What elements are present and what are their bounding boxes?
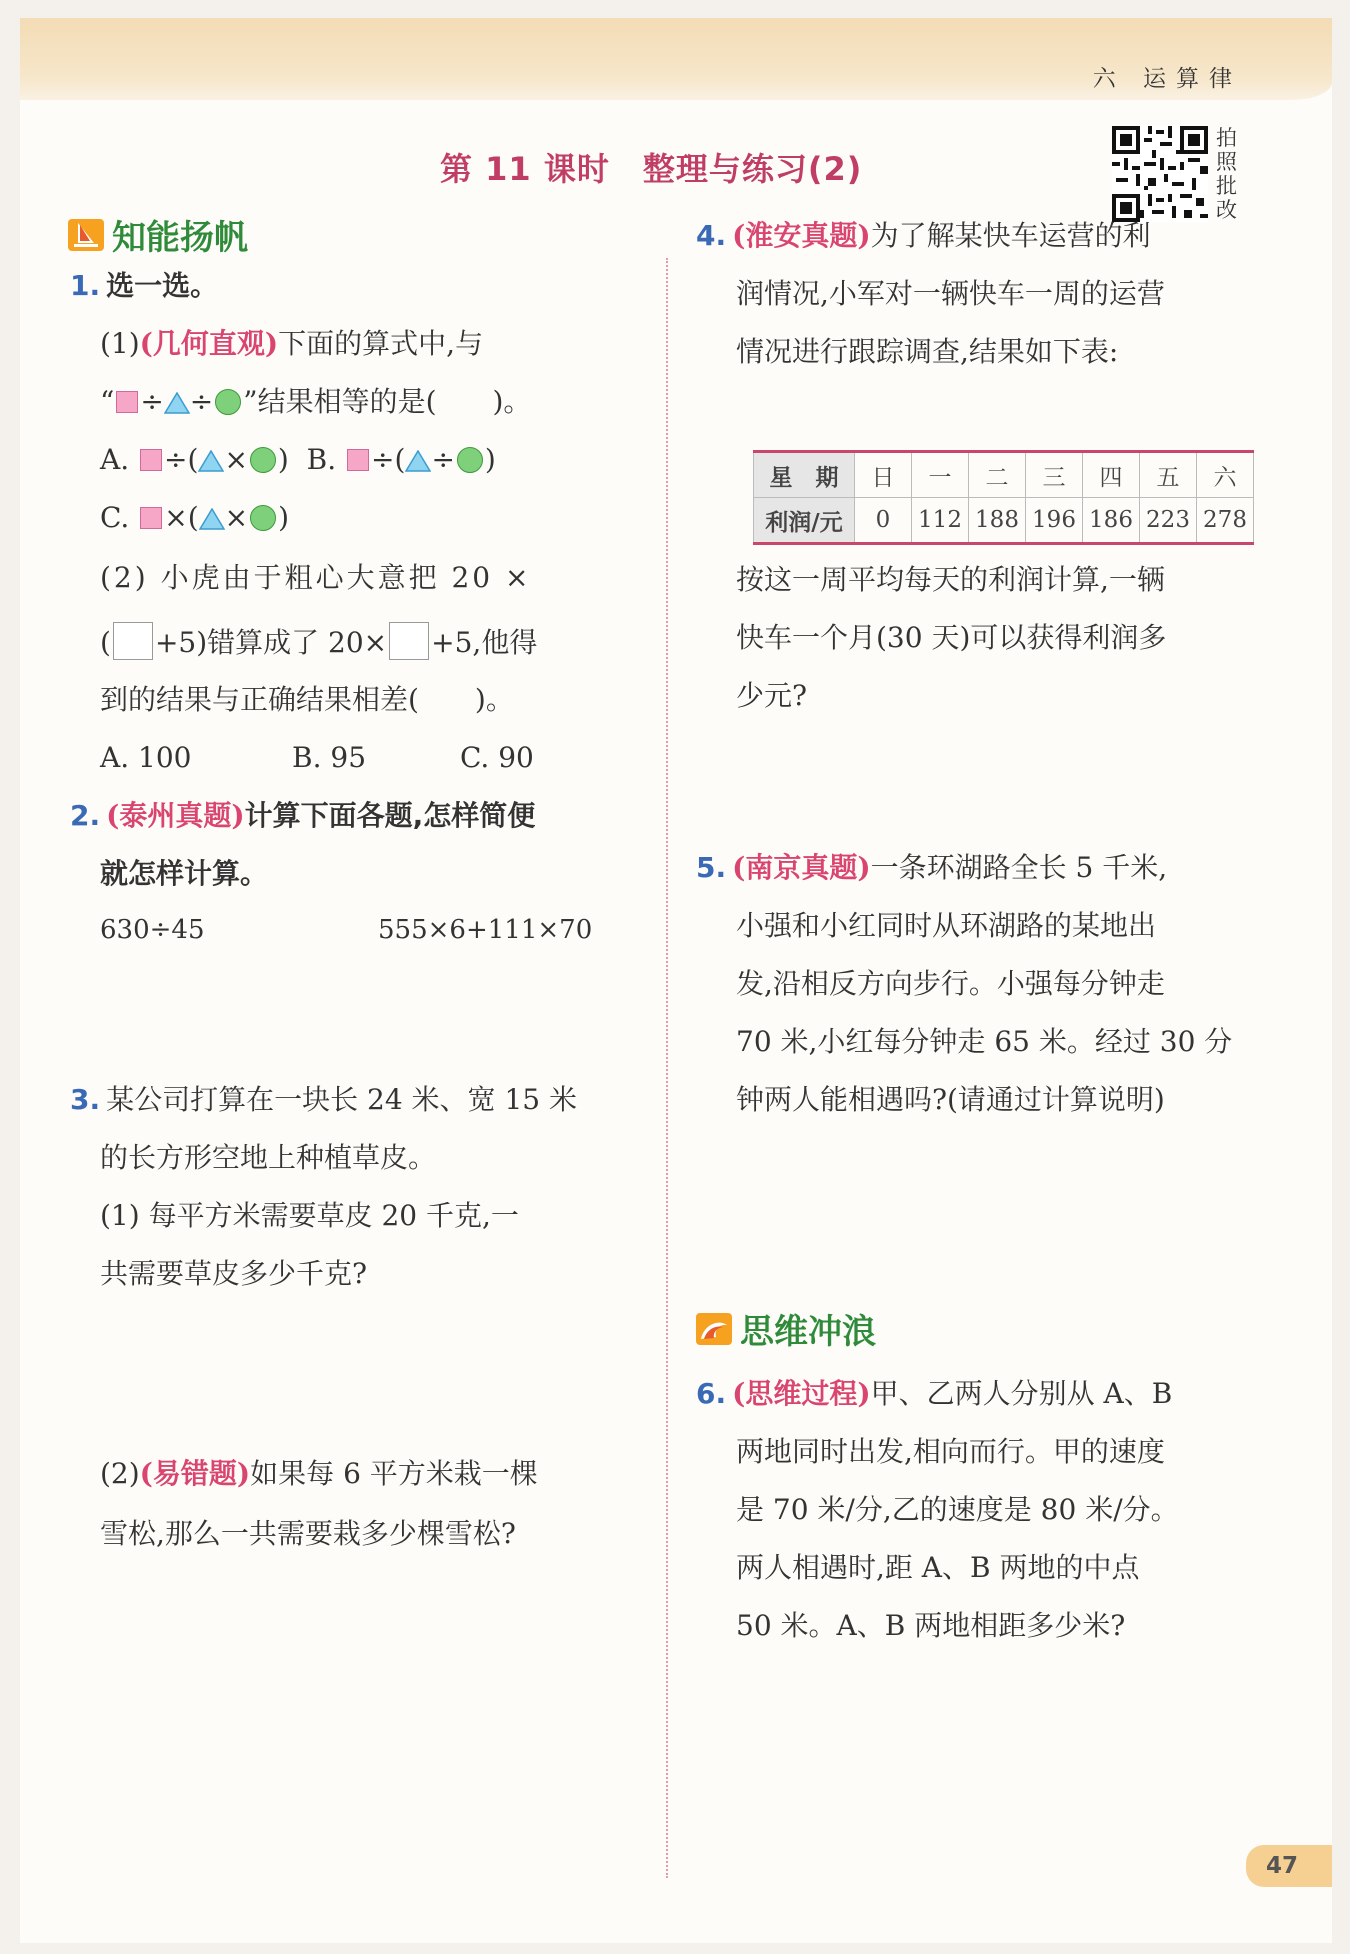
table-cell: 188 <box>969 498 1026 544</box>
option-c-label: C. <box>100 501 130 534</box>
q3-part2-tag: (易错题) <box>139 1457 251 1490</box>
lesson-title: 第 11 课时 整理与练习(2) <box>440 150 863 188</box>
q1-option-c[interactable] <box>100 500 289 536</box>
q1-part1-label: (1) <box>100 327 140 360</box>
paren: ( <box>187 443 199 476</box>
q2-expr1: 630÷45 <box>100 915 205 945</box>
table-cell: 五 <box>1140 452 1197 498</box>
square-shape <box>140 449 162 471</box>
q2-tag: (泰州真题) <box>106 799 245 832</box>
qr-code-icon[interactable] <box>1112 126 1208 222</box>
op-multiply: × <box>224 443 248 476</box>
circle-shape <box>215 389 241 415</box>
circle-shape <box>250 505 276 531</box>
q4-number: 4. <box>696 219 727 252</box>
answer-box[interactable] <box>389 622 429 660</box>
q5-line5: 钟两人能相遇吗?(请通过计算说明) <box>736 1083 1165 1116</box>
q6-tag: (思维过程) <box>732 1377 871 1410</box>
triangle-shape <box>164 392 190 414</box>
paren: ( <box>394 443 406 476</box>
column-divider <box>666 258 668 1878</box>
paren: ) <box>484 443 496 476</box>
q4-text: 为了解某快车运营的利 <box>870 219 1151 252</box>
page-number: 47 <box>1246 1845 1332 1887</box>
table-row-profit <box>754 498 1254 544</box>
q1-options-ab[interactable] <box>100 442 496 478</box>
q5-line3: 发,沿相反方向步行。小强每分钟走 <box>736 967 1165 1000</box>
triangle-shape <box>405 450 431 472</box>
op-divide: ÷ <box>189 385 214 418</box>
q1-part1-line2 <box>100 384 531 420</box>
q1-part1-question: ”结果相等的是( )。 <box>243 385 532 418</box>
q1-title <box>70 268 218 304</box>
q2-number: 2. <box>70 799 101 832</box>
q5-tag: (南京真题) <box>732 851 871 884</box>
section-title: 知能扬帆 <box>112 218 248 258</box>
q1-title-text: 选一选。 <box>106 269 219 302</box>
q4-line2: 润情况,小军对一辆快车一周的运营 <box>736 277 1165 310</box>
table-cell: 196 <box>1026 498 1083 544</box>
option-a-label: A. <box>100 443 130 476</box>
q3-part2-line1 <box>100 1456 538 1492</box>
q6-line1 <box>696 1376 1172 1412</box>
square-shape <box>116 391 138 413</box>
q4-tag: (淮安真题) <box>732 219 871 252</box>
q6-line5: 50 米。A、B 两地相距多少米? <box>736 1609 1126 1642</box>
q6-line4: 两人相遇时,距 A、B 两地的中点 <box>736 1551 1140 1584</box>
paren: ( <box>187 501 199 534</box>
q3-part1-line2: 共需要草皮多少千克? <box>100 1257 368 1290</box>
q5-text: 一条环湖路全长 5 千米, <box>870 851 1168 884</box>
section-header-zhineng <box>68 210 248 259</box>
table-header-profit: 利润/元 <box>754 498 855 544</box>
wave-icon <box>696 1311 734 1347</box>
q1-part1-text: 下面的算式中,与 <box>278 327 484 360</box>
table-cell: 0 <box>855 498 912 544</box>
table-cell: 一 <box>912 452 969 498</box>
q6-text: 甲、乙两人分别从 A、B <box>870 1377 1173 1410</box>
q3-part2-text: 如果每 6 平方米栽一棵 <box>250 1457 538 1490</box>
q2-text: 计算下面各题,怎样简便 <box>244 799 536 832</box>
answer-box[interactable] <box>113 622 153 660</box>
square-shape <box>140 507 162 529</box>
q3-part1-line1: (1) 每平方米需要草皮 20 千克,一 <box>100 1199 519 1232</box>
table-cell: 112 <box>912 498 969 544</box>
q3-number: 3. <box>70 1083 101 1116</box>
op-multiply: × <box>224 501 249 534</box>
table-cell: 四 <box>1083 452 1140 498</box>
triangle-shape <box>198 450 224 472</box>
table-cell: 186 <box>1083 498 1140 544</box>
q6-line2: 两地同时出发,相向而行。甲的速度 <box>736 1435 1165 1468</box>
q3-part2-label: (2) <box>100 1457 140 1490</box>
op-multiply: × <box>164 501 188 534</box>
table-cell: 278 <box>1197 498 1254 544</box>
q4-after3: 少元? <box>736 679 808 712</box>
q3-text: 某公司打算在一块长 24 米、宽 15 米 <box>106 1083 577 1116</box>
square-shape <box>347 449 369 471</box>
op-divide: ÷ <box>164 443 188 476</box>
paren: ) <box>277 443 289 476</box>
q6-number: 6. <box>696 1377 727 1410</box>
section-title: 思维冲浪 <box>740 1312 876 1352</box>
op-divide: ÷ <box>431 443 455 476</box>
q4-after1: 按这一周平均每天的利润计算,一辆 <box>736 563 1165 596</box>
q1-part2-line2 <box>100 622 537 661</box>
paren: ( <box>100 626 111 659</box>
table-cell: 二 <box>969 452 1026 498</box>
sail-icon <box>68 217 106 253</box>
table-cell: 日 <box>855 452 912 498</box>
paren: ) <box>278 501 290 534</box>
q6-line3: 是 70 米/分,乙的速度是 80 米/分。 <box>736 1493 1179 1526</box>
q4-line1 <box>696 218 1151 254</box>
q1-part1-tag: (几何直观) <box>139 327 279 360</box>
q2-line2: 就怎样计算。 <box>100 857 269 890</box>
section-header-siwei <box>696 1304 876 1353</box>
q2-expr2: 555×6+111×70 <box>378 915 593 945</box>
table-row-days <box>754 452 1254 498</box>
chapter-label: 六 运算律 <box>1092 66 1242 92</box>
q4-after2: 快车一个月(30 天)可以获得利润多 <box>736 621 1167 654</box>
q3-line2: 的长方形空地上种植草皮。 <box>100 1141 437 1174</box>
option-b-label: B. <box>306 443 337 476</box>
circle-shape <box>457 447 483 473</box>
table-cell: 六 <box>1197 452 1254 498</box>
q4-line3: 情况进行跟踪调查,结果如下表: <box>736 335 1119 368</box>
q1-part2-text: +5,他得 <box>431 626 538 659</box>
triangle-shape <box>199 508 225 530</box>
q5-line4: 70 米,小红每分钟走 65 米。经过 30 分 <box>736 1025 1233 1058</box>
op-divide: ÷ <box>140 385 164 418</box>
table-header-day: 星 期 <box>754 452 855 498</box>
q2-line1 <box>70 798 535 834</box>
qr-label: 拍照批改 <box>1216 126 1237 222</box>
q1-part2-option-b[interactable]: B. 95 <box>292 741 367 774</box>
q1-part2-line3: 到的结果与正确结果相差( )。 <box>100 683 514 716</box>
q1-part2-text: +5)错算成了 20× <box>154 626 388 659</box>
quote-open: “ <box>100 385 115 418</box>
q3-part2-line2: 雪松,那么一共需要栽多少棵雪松? <box>100 1517 516 1550</box>
workbook-page <box>20 18 1332 1943</box>
q1-part1-line1 <box>100 326 483 362</box>
op-divide: ÷ <box>371 443 395 476</box>
circle-shape <box>250 447 276 473</box>
q5-line2: 小强和小红同时从环湖路的某地出 <box>736 909 1157 942</box>
profit-table <box>753 450 1254 545</box>
q5-line1 <box>696 850 1167 886</box>
table-cell: 223 <box>1140 498 1197 544</box>
q5-number: 5. <box>696 851 727 884</box>
q1-part2-option-a[interactable]: A. 100 <box>100 741 192 774</box>
q3-line1 <box>70 1082 577 1118</box>
table-cell: 三 <box>1026 452 1083 498</box>
q1-part2-line1: (2) 小虎由于粗心大意把 20 × <box>100 561 532 594</box>
q1-part2-option-c[interactable]: C. 90 <box>460 741 534 774</box>
q1-number: 1. <box>70 269 101 302</box>
